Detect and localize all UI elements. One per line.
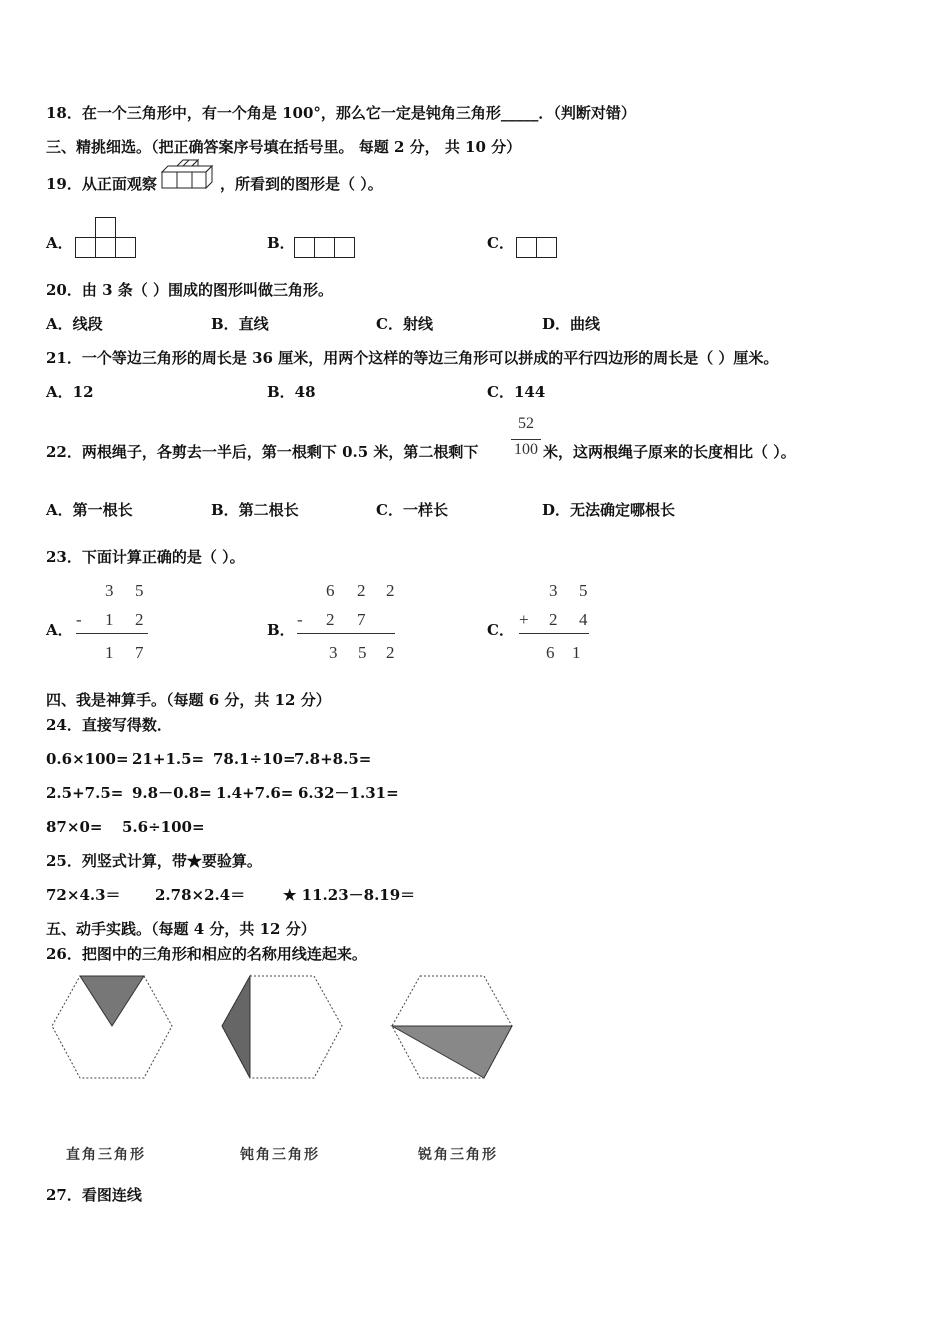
- q20-text: 20．由 3 条（ ）围成的图形叫做三角形。: [46, 281, 333, 299]
- q23-a-result-digit: 1: [105, 643, 114, 662]
- q22-option-d: D．无法确定哪根长: [542, 501, 676, 519]
- q22-fraction-bar: [511, 439, 541, 440]
- q23-b-mid-digit: 2: [326, 610, 335, 629]
- q22-option-c: C．一样长: [376, 501, 448, 519]
- q24-item: 78.1÷10=: [213, 750, 296, 768]
- q23-b-result-digit: 5: [358, 643, 367, 662]
- q23-c-result-digit: 1: [572, 643, 581, 662]
- q23-a-top-digit: 5: [135, 581, 144, 600]
- q23-option-c-label: C．: [487, 621, 514, 639]
- q23-c-top-digit: 3: [549, 581, 558, 600]
- q19-option-a-label: A．: [46, 234, 73, 252]
- q18-text: 18．在一个三角形中，有一个角是 100°，那么它一定是钝角三角形_____．（判断对错）: [46, 104, 636, 122]
- q22-fraction-numerator: 52: [518, 415, 534, 432]
- q23-b-result-digit: 2: [386, 643, 395, 662]
- q23-b-result-digit: 3: [329, 643, 338, 662]
- q23-b-operator: -: [297, 610, 303, 629]
- q23-c-result-line: [519, 633, 589, 634]
- q23-b-result-line: [297, 633, 395, 634]
- q19-solid-figure: [162, 158, 218, 188]
- q23-a-mid-digit: 2: [135, 610, 144, 629]
- q19-option-c-label: C．: [487, 234, 514, 252]
- q21-option-c: C．144: [487, 383, 546, 401]
- q22-option-a: A．第一根长: [46, 501, 133, 519]
- q19-option-a-figure: [75, 217, 137, 259]
- q26-label: 钝角三角形: [240, 1147, 320, 1163]
- q20-option-c: C．射线: [376, 315, 433, 333]
- q27-text: 27．看图连线: [46, 1186, 142, 1204]
- q20-option-b: B．直线: [211, 315, 269, 333]
- q24-item: 0.6×100=: [46, 750, 129, 768]
- q24-item: 7.8+8.5=: [294, 750, 372, 768]
- section-3-heading: 三、精挑细选。（把正确答案序号填在括号里。 每题 2 分， 共 10 分）: [46, 138, 522, 156]
- q24-text: 24．直接写得数．: [46, 716, 172, 734]
- hexagon-figure-2: [220, 974, 344, 1080]
- q19-option-c-figure: [516, 237, 558, 259]
- q21-option-a: A．12: [46, 383, 94, 401]
- q25-item: 2.78×2.4＝: [155, 886, 246, 904]
- q19-prefix: 19．从正面观察: [46, 175, 157, 193]
- q24-item: 2.5+7.5=: [46, 784, 124, 802]
- q22-prefix: 22．两根绳子，各剪去一半后，第一根剩下 0.5 米，第二根剩下: [46, 443, 479, 461]
- q23-a-result-line: [76, 633, 148, 634]
- q23-c-result-digit: 6: [546, 643, 555, 662]
- q23-b-mid-digit: 7: [357, 610, 366, 629]
- q26-label: 直角三角形: [66, 1147, 146, 1163]
- q23-c-top-digit: 5: [579, 581, 588, 600]
- q21-option-b: B．48: [267, 383, 316, 401]
- q19-suffix: ，所看到的图形是（ ）。: [220, 175, 383, 193]
- q23-b-top-digit: 2: [386, 581, 395, 600]
- q24-item: 9.8－0.8=: [132, 784, 212, 802]
- q23-c-mid-digit: 4: [579, 610, 588, 629]
- q23-b-top-digit: 6: [326, 581, 335, 600]
- q23-a-result-digit: 7: [135, 643, 144, 662]
- q23-option-a-label: A．: [46, 621, 73, 639]
- q24-item: 5.6÷100=: [122, 818, 205, 836]
- q23-text: 23．下面计算正确的是（ ）。: [46, 548, 245, 566]
- q19-option-b-figure: [294, 237, 356, 259]
- q20-option-a: A．线段: [46, 315, 103, 333]
- q22-suffix: 米，这两根绳子原来的长度相比（ ）。: [543, 443, 796, 461]
- section-5-heading: 五、动手实践。（每题 4 分，共 12 分）: [46, 920, 316, 938]
- q22-fraction-denominator: 100: [514, 441, 538, 458]
- q23-a-operator: -: [76, 610, 82, 629]
- q26-text: 26．把图中的三角形和相应的名称用线连起来。: [46, 945, 367, 963]
- q23-option-b-label: B．: [267, 621, 295, 639]
- q23-a-top-digit: 3: [105, 581, 114, 600]
- q23-c-operator: +: [519, 610, 529, 629]
- q21-text: 21．一个等边三角形的周长是 36 厘米，用两个这样的等边三角形可以拼成的平行四边形的周长是（ ）厘米。: [46, 349, 779, 367]
- q23-c-mid-digit: 2: [549, 610, 558, 629]
- q20-option-d: D．曲线: [542, 315, 601, 333]
- q25-item: 72×4.3＝: [46, 886, 121, 904]
- q23-b-top-digit: 2: [357, 581, 366, 600]
- q26-label: 锐角三角形: [418, 1147, 498, 1163]
- section-4-heading: 四、我是神算手。（每题 6 分，共 12 分）: [46, 691, 331, 709]
- q25-text: 25．列竖式计算，带★要验算。: [46, 852, 262, 870]
- q24-item: 1.4+7.6=: [216, 784, 294, 802]
- hexagon-figure-1: [50, 974, 174, 1080]
- q22-option-b: B．第二根长: [211, 501, 299, 519]
- hexagon-figure-3: [390, 974, 514, 1080]
- q19-option-b-label: B．: [267, 234, 295, 252]
- q25-item: ★ 11.23－8.19＝: [283, 886, 416, 904]
- q23-a-mid-digit: 1: [105, 610, 114, 629]
- q24-item: 6.32－1.31=: [298, 784, 399, 802]
- q24-item: 87×0=: [46, 818, 103, 836]
- q24-item: 21+1.5=: [132, 750, 205, 768]
